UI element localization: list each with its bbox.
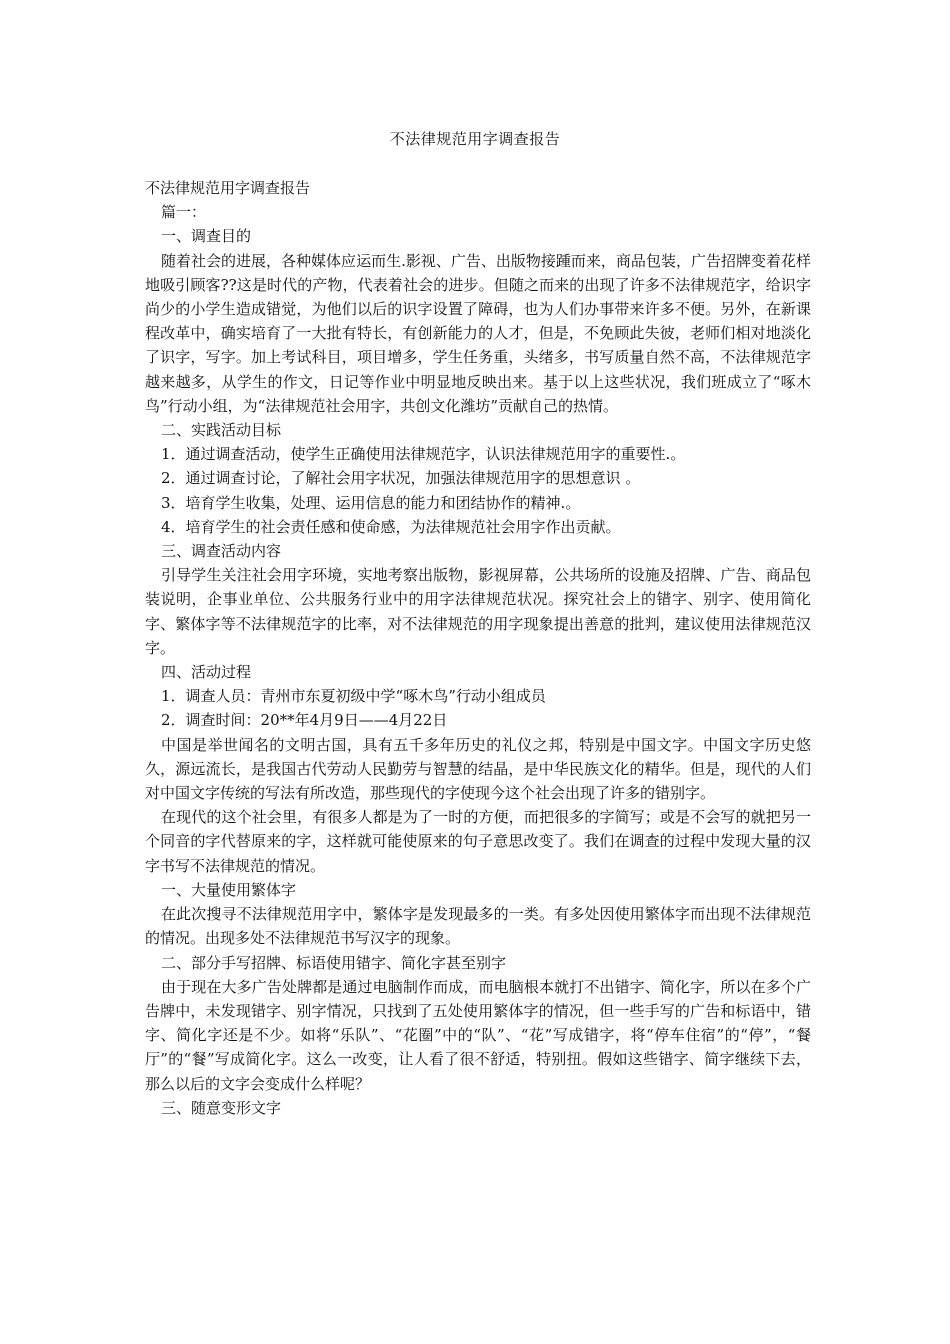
paragraph: 一、调查目的: [161, 227, 252, 246]
paragraph: 2．通过调查讨论，了解社会用字状况，加强法律规范用字的思想意识 。: [161, 469, 641, 488]
paragraph: 三、随意变形文字: [161, 1098, 282, 1117]
paragraph: 4．培育学生的社会责任感和使命感，为法律规范社会用字作出贡献。: [161, 517, 621, 536]
paragraph: 随着社会的进展，各种媒体应运而生.影视、广告、出版物接踵而来，商品包装，广告招牌变着花样地吸引顾客??这是时代的产物，代表着社会的进步。但随之而来的出现了许多不法律规范字，给识字尚少的小学生造成错觉，为他们以后的识字设置了障碍，也为人们办事带来许多不便。另外，在新课程改革中，确实培育了一大批有特长，有创新能力的人才，但是，不免顾此失彼，老师们相对地淡化了识字，写字。加上考试科目，项目增多，学生任务重，头绪多，书写质量自然不高，不法律规范字越来越多，从学生的作文，日记等作业中明显地反映出来。基于以上这些状况，我们班成立了“啄木鸟”行动小组，为“法律规范社会用字，共创文化潍坊”贡献自己的热情。: [145, 251, 811, 415]
paragraph: 二、实践活动目标: [161, 421, 282, 440]
paragraph: 1．通过调查活动，使学生正确使用法律规范字，认识法律规范用字的重要性.。: [161, 445, 686, 464]
paragraph: 在此次搜寻不法律规范用字中，繁体字是发现最多的一类。有多处因使用繁体字而出现不法律规范的情况。出现多处不法律规范书写汉字的现象。: [145, 905, 811, 948]
paragraph: 引导学生关注社会用字环境，实地考察出版物，影视屏幕，公共场所的设施及招牌、广告、商品包装说明，企事业单位、公共服务行业中的用字法律规范状况。探究社会上的错字、别字、使用简化字、繁体字等不法律规范字的比率，对不法律规范的用字现象提出善意的批判，建议使用法律规范汉字。: [145, 566, 811, 657]
paragraph: 3．培育学生收集，处理、运用信息的能力和团结协作的精神.。: [161, 493, 581, 512]
paragraph: 一、大量使用繁体字: [161, 880, 297, 899]
paragraph: 四、活动过程: [161, 663, 252, 682]
paragraph: 三、调查活动内容: [161, 542, 282, 561]
paragraph: 中国是举世闻名的文明古国，具有五千多年历史的礼仪之邦，特别是中国文字。中国文字历史悠久，源远流长，是我国古代劳动人民勤劳与智慧的结晶，是中华民族文化的精华。但是，现代的人们对中国文字传统的写法有所改造，那些现代的字使现今这个社会出现了许多的错别字。: [145, 735, 811, 803]
paragraph: 在现代的这个社会里，有很多人都是为了一时的方便，而把很多的字简写；或是不会写的就把另一个同音的字代替原来的字，这样就可能使原来的句子意思改变了。我们在调查的过程中发现大量的汉字书写不法律规范的情况。: [145, 808, 811, 875]
document-body: [145, 176, 811, 1120]
paragraph: 2．调查时间：20**年4月9日——4月22日: [161, 711, 448, 730]
paragraph: 由于现在大多广告处牌都是通过电脑制作而成，而电脑根本就打不出错字、简化字，所以在多个广告牌中，未发现错字、别字情况，只找到了五处使用繁体字的情况，但一些手写的广告和标语中，错字、简化字还是不少。如将“乐队”、“花圈”中的“队”、“花”写成错字，将“停车住宿”的“停”，“餐厅”的“餐”写成简化字。这么一改变，让人看了很不舒适，特别扭。假如这些错字、简字继续下去，那么以后的文字会变成什么样呢？: [145, 977, 811, 1093]
document-title: 不法律规范用字调查报告: [389, 130, 561, 148]
paragraph: 不法律规范用字调查报告: [145, 179, 311, 197]
paragraph: 1．调查人员：青州市东夏初级中学“啄木鸟”行动小组成员: [161, 687, 546, 706]
paragraph: 篇一：: [161, 203, 207, 222]
paragraph: 二、部分手写招牌、标语使用错字、简化字甚至别字: [161, 953, 507, 972]
